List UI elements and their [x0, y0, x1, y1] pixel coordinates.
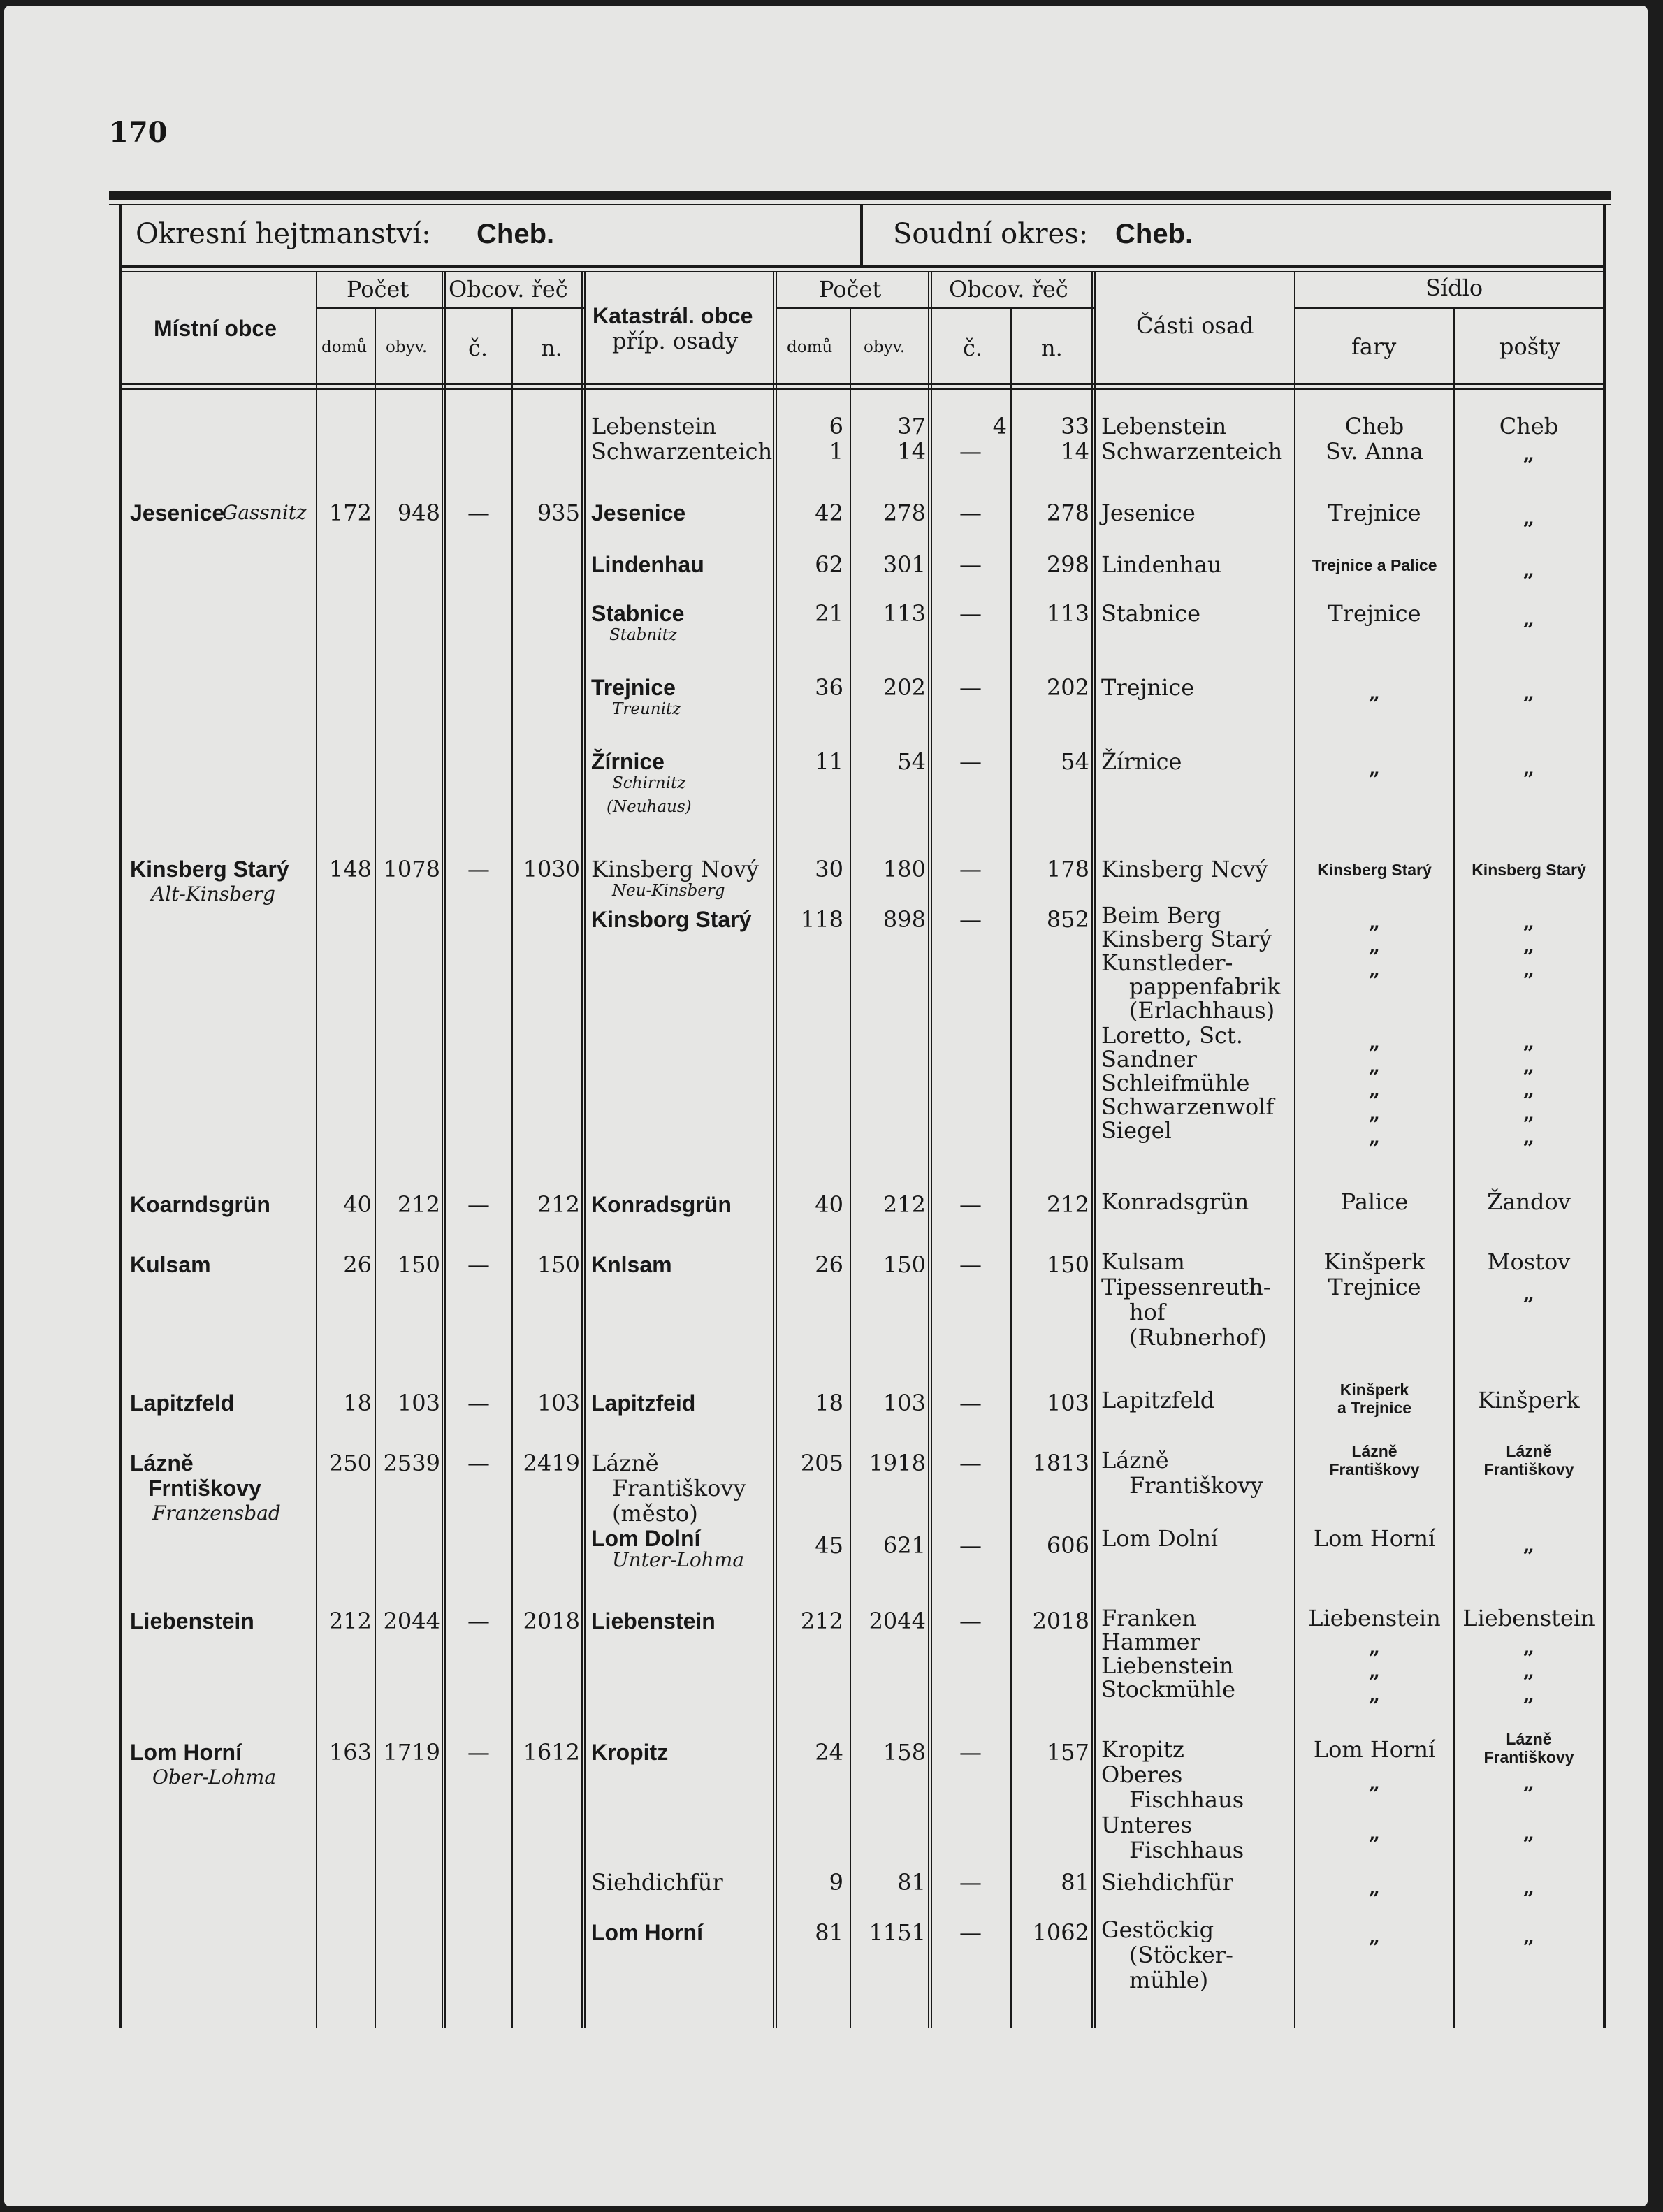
ditto: „: [1368, 1925, 1381, 1948]
header-bottom-rule2: [119, 388, 1606, 390]
fara: Trejnice: [1328, 500, 1421, 526]
cast-osady: Trejnice: [1101, 674, 1195, 701]
domu-val: 24: [815, 1739, 843, 1766]
dash: —: [467, 1450, 490, 1476]
kat-name: Lindenhau: [591, 552, 704, 577]
nemecky-val: 113: [1046, 600, 1089, 627]
obec-nemecky: 150: [537, 1251, 580, 1278]
cast-osady: Gestöckig: [1101, 1916, 1214, 1943]
dash: —: [959, 1450, 982, 1476]
col-sidlo: Sídlo: [1425, 275, 1483, 301]
dash: —: [959, 1390, 982, 1416]
ditto: „: [1523, 1031, 1535, 1054]
cast-osady: Žírnice: [1101, 748, 1182, 775]
obyv-val: 81: [897, 1869, 926, 1896]
domu-val: 205: [800, 1450, 843, 1476]
nemecky-val: 298: [1046, 551, 1089, 578]
domu-val: 40: [815, 1191, 843, 1218]
domu-val: 1: [829, 438, 843, 465]
okres-label: Okresní hejtmanství:: [136, 218, 431, 250]
cast-osady: Tipessenreuth-: [1101, 1274, 1271, 1300]
title-bottom-rule2: [119, 271, 1606, 272]
kat-german: Unter-Lohma: [612, 1548, 745, 1571]
obyv-val: 621: [883, 1532, 926, 1559]
obec-obyv: 1719: [383, 1739, 440, 1766]
obec-german: Gassnitz: [222, 501, 307, 524]
dash: —: [959, 1532, 982, 1559]
kat-name: Siehdichfür: [591, 1869, 723, 1896]
kat-name: Kinsberg Nový: [591, 856, 759, 882]
domu-val: 212: [800, 1608, 843, 1634]
fara: Františkovy: [1329, 1460, 1420, 1478]
domu-val: 42: [815, 500, 843, 526]
hdr-line: [442, 271, 443, 2028]
kat-german: Stabnitz: [609, 626, 677, 644]
cast-osady: Schwarzenteich: [1101, 438, 1283, 465]
col-pocet-2: Počet: [819, 276, 882, 303]
nemecky-val: 150: [1046, 1251, 1089, 1278]
ditto: „: [1368, 681, 1381, 704]
col-obyv-2: obyv.: [864, 338, 906, 356]
obec-obyv: 1078: [383, 856, 440, 882]
posta: Kinšperk: [1478, 1387, 1580, 1413]
hdr-subline: [1294, 307, 1606, 309]
nemecky-val: 202: [1046, 674, 1089, 701]
nemecky-val: 33: [1061, 413, 1089, 439]
dash: —: [959, 856, 982, 882]
obyv-val: 150: [883, 1251, 926, 1278]
ditto: „: [1368, 1636, 1381, 1659]
dash: —: [959, 1739, 982, 1766]
domu-val: 11: [815, 748, 843, 775]
nemecky-val: 81: [1061, 1869, 1089, 1896]
cast-osady: Schwarzenwolf: [1101, 1093, 1275, 1120]
col-obcov-rec: Obcov. řeč: [449, 276, 568, 303]
dash: —: [959, 674, 982, 701]
col-obyv: obyv.: [386, 338, 428, 356]
hdr-line: [1091, 271, 1093, 2028]
obec-obyv: 150: [397, 1251, 440, 1278]
obyv-val: 2044: [869, 1608, 926, 1634]
cast-osady: Kinsberg Starý: [1101, 926, 1272, 952]
col-c-2: č.: [963, 335, 983, 361]
obyv-val: 37: [897, 413, 926, 439]
obyv-val: 14: [897, 438, 926, 465]
fara: Palice: [1340, 1188, 1409, 1215]
col-mistni-obce: Místní obce: [154, 316, 277, 341]
hdr-line: [928, 271, 929, 2028]
document-page: [4, 6, 1648, 2206]
dash: —: [959, 500, 982, 526]
cast-osady: pappenfabrik: [1129, 973, 1281, 1000]
nemecky-val: 852: [1046, 906, 1089, 933]
ditto: „: [1523, 442, 1535, 465]
kat-name: Trejnice: [591, 675, 676, 700]
ditto: „: [1368, 1683, 1381, 1706]
soud-label: Soudní okres:: [893, 218, 1089, 250]
obec-name: Lázně: [130, 1450, 194, 1476]
cast-osady: Františkovy: [1129, 1472, 1263, 1499]
ditto: „: [1368, 910, 1381, 933]
ditto: „: [1368, 1821, 1381, 1844]
fara: Kinsberg Starý: [1317, 861, 1432, 879]
kat-name: Lapitzfeid: [591, 1390, 696, 1416]
obec-obyv: 2044: [383, 1608, 440, 1634]
cast-osady: Siegel: [1101, 1117, 1172, 1144]
cast-osady: Lapitzfeld: [1101, 1387, 1215, 1413]
ditto: „: [1523, 507, 1535, 530]
obyv-val: 158: [883, 1739, 926, 1766]
nemecky-val: 103: [1046, 1390, 1089, 1416]
obec-domu: 148: [328, 856, 372, 882]
title-divider: [860, 204, 863, 265]
dash: —: [959, 551, 982, 578]
hdr-line: [581, 271, 583, 2028]
obec-obyv: 212: [397, 1191, 440, 1218]
cast-osady: Kinsberg Ncvý: [1101, 856, 1268, 882]
page-number: 170: [109, 116, 168, 149]
cast-osady: Lebenstein: [1101, 413, 1227, 439]
obec-obyv: 2539: [383, 1450, 440, 1476]
col-prip-osady: příp. osady: [612, 328, 739, 354]
ditto: „: [1368, 1876, 1381, 1899]
cast-osady: Fischhaus: [1129, 1787, 1244, 1813]
posta: Františkovy: [1483, 1460, 1574, 1478]
kat-name: Konradsgrün: [591, 1192, 732, 1217]
obec-obyv: 103: [397, 1390, 440, 1416]
obyv-val: 180: [883, 856, 926, 882]
left-border: [119, 204, 122, 2028]
dash: —: [959, 1869, 982, 1896]
col-n: n.: [541, 335, 562, 361]
ditto: „: [1523, 1078, 1535, 1101]
kat-name: Stabnice: [591, 601, 685, 626]
obyv-val: 103: [883, 1390, 926, 1416]
dash: —: [959, 906, 982, 933]
cast-osady: Liebenstein: [1101, 1652, 1234, 1679]
ditto: „: [1523, 607, 1535, 630]
okres-value: Cheb.: [477, 219, 555, 249]
right-border: [1603, 204, 1606, 2028]
hdr-line: [773, 271, 774, 2028]
kat-name: Lebenstein: [591, 413, 717, 439]
kat-name: Liebenstein: [591, 1608, 716, 1633]
ditto: „: [1523, 1282, 1535, 1305]
obec-german: Ober-Lohma: [152, 1766, 277, 1789]
ditto: „: [1523, 910, 1535, 933]
hdr-line: [584, 271, 586, 2028]
kat-german: Neu-Kinsberg: [612, 882, 725, 900]
dash: —: [959, 1191, 982, 1218]
col-katastral: Katastrál. obce: [593, 303, 753, 328]
fara: Sv. Anna: [1326, 438, 1423, 465]
obec-domu: 40: [343, 1191, 372, 1218]
ditto: „: [1523, 958, 1535, 981]
ditto: „: [1368, 1054, 1381, 1077]
ditto: „: [1368, 757, 1381, 780]
fara: a Trejnice: [1337, 1399, 1412, 1417]
col-posty: pošty: [1499, 333, 1561, 360]
ditto: „: [1523, 1821, 1535, 1844]
posta: Mostov: [1487, 1249, 1571, 1275]
domu-val: 18: [815, 1390, 843, 1416]
cast-osady: Konradsgrün: [1101, 1188, 1249, 1215]
fara: Lom Horní: [1313, 1736, 1436, 1763]
ditto: „: [1368, 1031, 1381, 1054]
dash: —: [467, 1608, 490, 1634]
kat-name: Schwarzenteich: [591, 438, 773, 465]
obec-domu: 18: [343, 1390, 372, 1416]
posta: Žandov: [1487, 1188, 1571, 1215]
obec-nemecky: 2419: [523, 1450, 580, 1476]
cast-osady: Jesenice: [1101, 500, 1196, 526]
fara: Kinšperk: [1323, 1249, 1425, 1275]
kat-name: Lom Dolní: [591, 1526, 701, 1551]
dash: —: [959, 1919, 982, 1946]
ditto: „: [1523, 1126, 1535, 1149]
dash: —: [959, 748, 982, 775]
cesky-val: 4: [992, 413, 1007, 439]
col-pocet: Počet: [347, 276, 409, 303]
kat-name-2: Františkovy: [612, 1475, 746, 1501]
obec-name: Lom Horní: [130, 1740, 242, 1765]
obec-nemecky: 2018: [523, 1608, 580, 1634]
dash: —: [467, 1739, 490, 1766]
cast-osady: mühle): [1129, 1967, 1209, 1993]
ditto: „: [1523, 681, 1535, 704]
posta: Kinsberg Starý: [1472, 861, 1586, 879]
ditto: „: [1368, 1078, 1381, 1101]
kat-name: Kropitz: [591, 1740, 669, 1765]
obec-domu: 172: [328, 500, 372, 526]
obyv-val: 301: [883, 551, 926, 578]
cast-osady: Lázně: [1101, 1447, 1169, 1474]
ditto: „: [1523, 1925, 1535, 1948]
soud-value: Cheb.: [1115, 219, 1193, 249]
posta: Lázně: [1506, 1730, 1552, 1748]
dash: —: [959, 438, 982, 465]
domu-val: 30: [815, 856, 843, 882]
cast-osady: Loretto, Sct.: [1101, 1022, 1243, 1049]
col-n-2: n.: [1041, 335, 1063, 361]
ditto: „: [1523, 1876, 1535, 1899]
cast-osady: Sandner: [1101, 1046, 1197, 1072]
ditto: „: [1523, 934, 1535, 957]
obyv-val: 113: [883, 600, 926, 627]
dash: —: [467, 1251, 490, 1278]
cast-osady: hof: [1129, 1299, 1165, 1325]
ditto: „: [1523, 1659, 1535, 1682]
nemecky-val: 606: [1046, 1532, 1089, 1559]
obec-nemecky: 935: [537, 500, 580, 526]
obec-name: Kinsberg Starý: [130, 857, 289, 882]
col-domu-2: domů: [787, 338, 833, 356]
obec-name: Liebenstein: [130, 1608, 254, 1633]
cast-osady: Siehdichfür: [1101, 1869, 1233, 1896]
ditto: „: [1368, 1771, 1381, 1794]
col-c: č.: [468, 335, 488, 361]
obec-nemecky: 1030: [523, 856, 580, 882]
obyv-val: 212: [883, 1191, 926, 1218]
ditto: „: [1523, 1771, 1535, 1794]
kat-name: Lom Horní: [591, 1920, 703, 1945]
domu-val: 45: [815, 1532, 843, 1559]
fara: Trejnice: [1328, 600, 1421, 627]
domu-val: 36: [815, 674, 843, 701]
posta: Lázně: [1506, 1442, 1552, 1460]
obec-nemecky: 212: [537, 1191, 580, 1218]
ditto: „: [1368, 958, 1381, 981]
dash: —: [959, 600, 982, 627]
cast-osady: Oberes: [1101, 1761, 1183, 1788]
domu-val: 62: [815, 551, 843, 578]
kat-german: Treunitz: [612, 700, 681, 718]
ditto: „: [1523, 1683, 1535, 1706]
obyv-val: 1918: [869, 1450, 926, 1476]
dash: —: [467, 1390, 490, 1416]
cast-osady: Hammer: [1101, 1629, 1200, 1655]
cast-osady: (Rubnerhof): [1129, 1324, 1267, 1351]
obyv-val: 202: [883, 674, 926, 701]
nemecky-val: 157: [1046, 1739, 1089, 1766]
fara: Kinšperk: [1339, 1381, 1409, 1399]
hdr-line: [1094, 271, 1096, 2028]
kat-german-2: (Neuhaus): [607, 798, 692, 816]
obyv-val: 898: [883, 906, 926, 933]
obec-nemecky: 1612: [523, 1739, 580, 1766]
kat-name: Jesenice: [591, 500, 686, 525]
col-fary: fary: [1351, 333, 1397, 360]
cast-osady: (Stöcker-: [1129, 1942, 1233, 1968]
ditto: „: [1523, 1534, 1535, 1557]
obyv-val: 54: [897, 748, 926, 775]
ditto: „: [1368, 1102, 1381, 1125]
cast-osady: Schleifmühle: [1101, 1070, 1250, 1096]
cast-osady: Kulsam: [1101, 1249, 1185, 1275]
nemecky-val: 14: [1061, 438, 1089, 465]
cast-osady: Unteres: [1101, 1812, 1193, 1838]
cast-osady: Beim Berg: [1101, 902, 1221, 929]
obec-german: Alt-Kinsberg: [151, 882, 275, 905]
nemecky-val: 54: [1061, 748, 1089, 775]
kat-name-3: (město): [612, 1500, 698, 1527]
ditto: „: [1523, 757, 1535, 780]
col-casti-osad: Části osad: [1136, 312, 1254, 339]
top-thick-rule: [109, 191, 1611, 200]
obec-name-2: Frntiškovy: [148, 1476, 261, 1501]
kat-name: Lázně: [591, 1450, 659, 1476]
dash: —: [959, 1608, 982, 1634]
kat-name: Kinsborg Starý: [591, 907, 752, 932]
hdr-subline: [776, 307, 1094, 309]
title-bottom-rule: [119, 265, 1606, 268]
dash: —: [467, 500, 490, 526]
cast-osady: Fischhaus: [1129, 1837, 1244, 1863]
cast-osady: Lom Dolní: [1101, 1525, 1219, 1552]
fara: Trejnice a Palice: [1312, 556, 1437, 574]
domu-val: 81: [815, 1919, 843, 1946]
fara: Lom Horní: [1313, 1525, 1436, 1552]
nemecky-val: 278: [1046, 500, 1089, 526]
obec-name: Jesenice: [130, 500, 225, 525]
cast-osady: Kunstleder-: [1101, 949, 1233, 976]
posta: Liebenstein: [1462, 1605, 1595, 1631]
domu-val: 21: [815, 600, 843, 627]
domu-val: 26: [815, 1251, 843, 1278]
kat-german: Schirnitz: [612, 774, 686, 792]
domu-val: 9: [829, 1869, 843, 1896]
posta: Cheb: [1499, 413, 1559, 439]
fara: Trejnice: [1328, 1274, 1421, 1300]
hdr-line: [511, 307, 513, 2028]
nemecky-val: 2018: [1032, 1608, 1089, 1634]
kat-name: Žírnice: [591, 749, 665, 774]
dash: —: [959, 1251, 982, 1278]
cast-osady: (Erlachhaus): [1129, 997, 1275, 1024]
obec-domu: 212: [328, 1608, 372, 1634]
cast-osady: Franken: [1101, 1605, 1197, 1631]
fara: Cheb: [1344, 413, 1404, 439]
obec-german: Franzensbad: [152, 1501, 281, 1525]
fara: Lázně: [1351, 1442, 1397, 1460]
obec-nemecky: 103: [537, 1390, 580, 1416]
ditto: „: [1523, 1102, 1535, 1125]
nemecky-val: 1062: [1032, 1919, 1089, 1946]
hdr-line: [375, 307, 376, 2028]
obec-name: Lapitzfeld: [130, 1390, 235, 1416]
ditto: „: [1523, 1636, 1535, 1659]
fara: Liebenstein: [1308, 1605, 1441, 1631]
ditto: „: [1523, 1054, 1535, 1077]
nemecky-val: 1813: [1032, 1450, 1089, 1476]
posta: Františkovy: [1483, 1748, 1574, 1766]
nemecky-val: 178: [1046, 856, 1089, 882]
domu-val: 118: [800, 906, 843, 933]
obec-domu: 26: [343, 1251, 372, 1278]
obyv-val: 278: [883, 500, 926, 526]
ditto: „: [1368, 1126, 1381, 1149]
header-bottom-rule: [119, 383, 1606, 385]
ditto: „: [1368, 934, 1381, 957]
hdr-subline: [316, 307, 584, 309]
ditto: „: [1368, 1659, 1381, 1682]
cast-osady: Lindenhau: [1101, 551, 1222, 578]
obec-obyv: 948: [397, 500, 440, 526]
obec-name: Kulsam: [130, 1252, 211, 1277]
cast-osady: Stabnice: [1101, 600, 1201, 627]
obec-name: Koarndsgrün: [130, 1192, 270, 1217]
obec-domu: 163: [328, 1739, 372, 1766]
dash: —: [467, 856, 490, 882]
kat-name: Knlsam: [591, 1252, 672, 1277]
obyv-val: 1151: [869, 1919, 926, 1946]
col-domu: domů: [321, 338, 368, 356]
obec-domu: 250: [328, 1450, 372, 1476]
cast-osady: Stockmühle: [1101, 1676, 1236, 1703]
nemecky-val: 212: [1046, 1191, 1089, 1218]
ditto: „: [1523, 558, 1535, 581]
cast-osady: Kropitz: [1101, 1736, 1184, 1763]
col-obcov-rec-2: Obcov. řeč: [949, 276, 1068, 303]
dash: —: [467, 1191, 490, 1218]
domu-val: 6: [829, 413, 843, 439]
